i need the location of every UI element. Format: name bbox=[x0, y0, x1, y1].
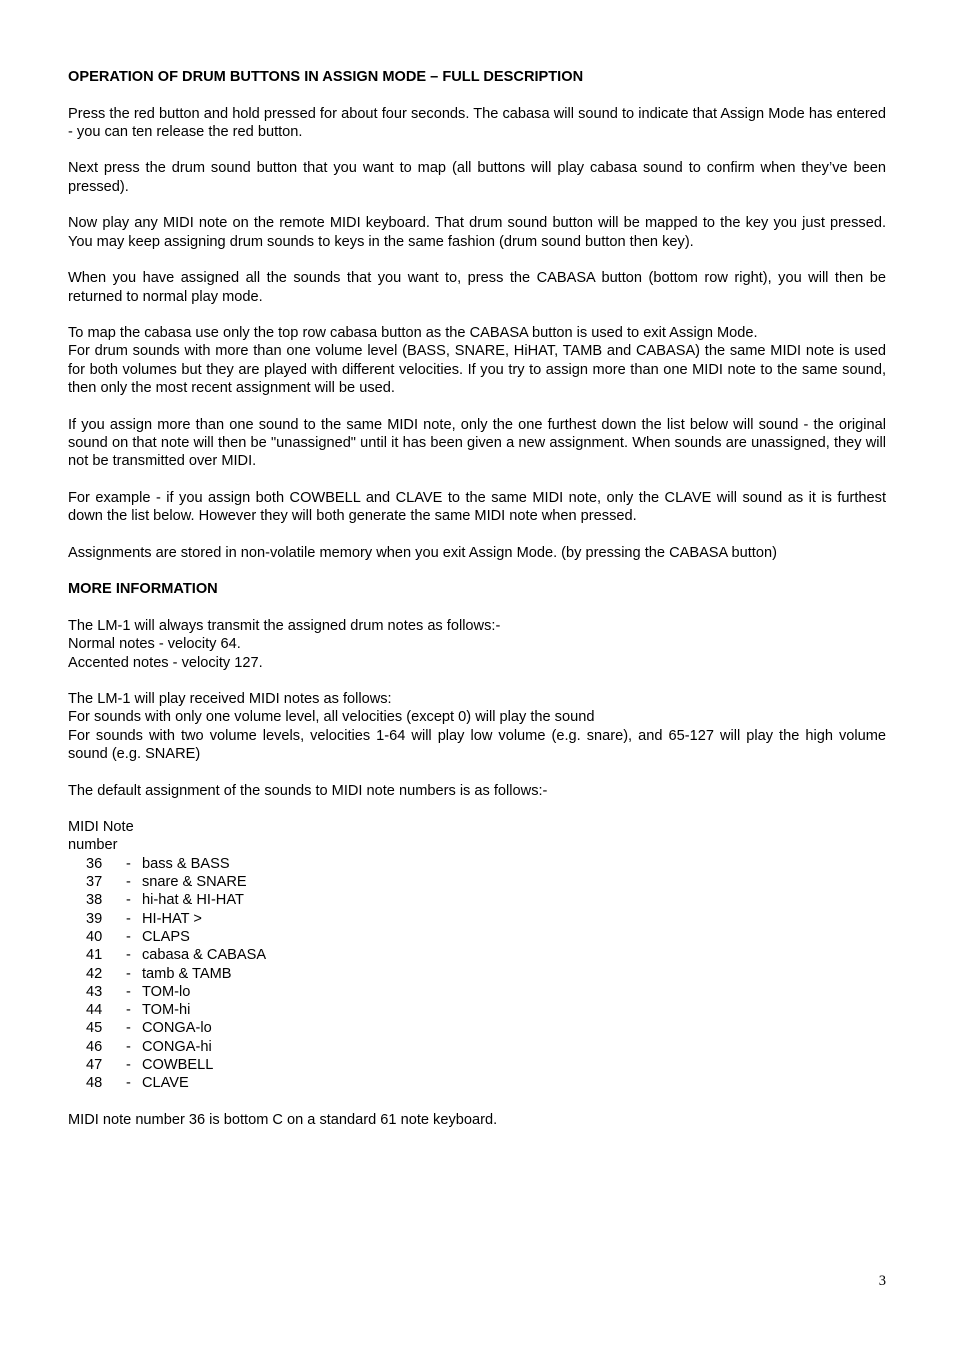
table-row bbox=[68, 1056, 886, 1074]
note-number: 46 bbox=[86, 1038, 103, 1055]
table-row bbox=[68, 1001, 886, 1019]
paragraph-return-to-play: When you have assigned all the sounds that you want to, press the CABASA button (bottom row right), you will then be returned to normal play mode. bbox=[68, 270, 886, 305]
table-row bbox=[68, 891, 886, 909]
note-number: 43 bbox=[86, 983, 103, 1000]
separator-dash: - bbox=[126, 947, 131, 964]
sound-name: HI-HAT > bbox=[142, 910, 202, 927]
text-line: For drum sounds with more than one volume level (BASS, SNARE, HiHAT, TAMB and CABASA) the same MIDI note is used for both volumes but they are played with different velocities. If you try to assign more than one MIDI note to the same sound, then only the most recent assignment will be used. bbox=[68, 343, 886, 397]
separator-dash: - bbox=[126, 1020, 131, 1037]
separator-dash: - bbox=[126, 983, 131, 1000]
text-line: The LM-1 will play received MIDI notes as follows: bbox=[68, 691, 392, 708]
separator-dash: - bbox=[126, 910, 131, 927]
separator-dash: - bbox=[126, 928, 131, 945]
table-row bbox=[68, 965, 886, 983]
table-row bbox=[68, 928, 886, 946]
text-line: To map the cabasa use only the top row cabasa button as the CABASA button is used to exit Assign Mode. bbox=[68, 325, 758, 342]
note-number: 38 bbox=[86, 892, 103, 909]
note-number: 36 bbox=[86, 855, 103, 872]
paragraph-press-red-button: Press the red button and hold pressed for about four seconds. The cabasa will sound to indicate that Assign Mode has entered - you can ten release the red button. bbox=[68, 105, 886, 140]
separator-dash: - bbox=[126, 1038, 131, 1055]
note-number: 47 bbox=[86, 1057, 103, 1074]
sound-name: CLAPS bbox=[142, 928, 190, 945]
paragraph-default-assignment: The default assignment of the sounds to MIDI note numbers is as follows:- bbox=[68, 782, 548, 799]
table-header bbox=[68, 836, 886, 854]
table-row bbox=[68, 983, 886, 1001]
sound-name: TOM-lo bbox=[142, 983, 191, 1000]
paragraph-press-drum-button: Next press the drum sound button that you want to map (all buttons will play cabasa sound to confirm when they’ve been pressed). bbox=[68, 160, 886, 195]
table-row bbox=[68, 1019, 886, 1037]
text-line: For sounds with two volume levels, velocities 1-64 will play low volume (e.g. snare), and 65-127 will play the high volume sound (e.g. SNARE) bbox=[68, 727, 886, 762]
table-row bbox=[68, 855, 886, 873]
sound-name: CLAVE bbox=[142, 1075, 189, 1092]
page-number: 3 bbox=[878, 1273, 886, 1289]
note-number: 48 bbox=[86, 1075, 103, 1092]
paragraph-map-cabasa bbox=[68, 324, 886, 397]
table-header-label: MIDI Note bbox=[68, 819, 134, 836]
note-number: 41 bbox=[86, 947, 103, 964]
note-number: 39 bbox=[86, 910, 103, 927]
paragraph-play-midi-note: Now play any MIDI note on the remote MIDI keyboard. That drum sound button will be mapped to the key you just pressed. You may keep assigning drum sounds to keys in the same fashion (drum sound button then key). bbox=[68, 215, 886, 250]
separator-dash: - bbox=[126, 965, 131, 982]
paragraph-keyboard-note: MIDI note number 36 is bottom C on a standard 61 note keyboard. bbox=[68, 1111, 498, 1128]
paragraph-storage: Assignments are stored in non-volatile memory when you exit Assign Mode. (by pressing the CABASA button) bbox=[68, 544, 777, 561]
paragraph-receive bbox=[68, 690, 886, 763]
table-row bbox=[68, 946, 886, 964]
sound-name: CONGA-lo bbox=[142, 1020, 212, 1037]
separator-dash: - bbox=[126, 892, 131, 909]
table-row bbox=[68, 873, 886, 891]
text-line: Normal notes - velocity 64. bbox=[68, 636, 241, 653]
sound-name: COWBELL bbox=[142, 1057, 214, 1074]
separator-dash: - bbox=[126, 1002, 131, 1019]
sound-name: snare & SNARE bbox=[142, 874, 247, 891]
sound-name: hi-hat & HI-HAT bbox=[142, 892, 244, 909]
text-line: The LM-1 will always transmit the assigned drum notes as follows:- bbox=[68, 617, 501, 634]
sound-name: cabasa & CABASA bbox=[142, 947, 267, 964]
separator-dash: - bbox=[126, 874, 131, 891]
note-number: 45 bbox=[86, 1020, 103, 1037]
sound-name: bass & BASS bbox=[142, 855, 230, 872]
paragraph-assign-same-note: If you assign more than one sound to the same MIDI note, only the one furthest down the list below will sound - the original sound on that note will then be "unassigned" until it has been given a new assignment. When sounds are unassigned, they will not be transmitted over MIDI. bbox=[68, 416, 886, 470]
section-heading-assign-mode: OPERATION OF DRUM BUTTONS IN ASSIGN MODE – FULL DESCRIPTION bbox=[68, 69, 584, 85]
paragraph-example: For example - if you assign both COWBELL and CLAVE to the same MIDI note, only the CLAVE will sound as it is furthest down the list below. However they will both generate the same MIDI note when pressed. bbox=[68, 489, 886, 525]
note-number: 44 bbox=[86, 1002, 103, 1019]
table-header-label: number bbox=[68, 837, 118, 854]
note-number: 37 bbox=[86, 874, 103, 891]
note-number: 42 bbox=[86, 965, 103, 982]
separator-dash: - bbox=[126, 855, 131, 872]
sound-name: CONGA-hi bbox=[142, 1038, 212, 1055]
sound-name: TOM-hi bbox=[142, 1002, 191, 1019]
document-page bbox=[68, 68, 886, 1148]
midi-note-table bbox=[68, 818, 886, 1092]
note-number: 40 bbox=[86, 928, 103, 945]
separator-dash: - bbox=[126, 1057, 131, 1074]
table-header bbox=[68, 818, 886, 836]
section-heading-more-info: MORE INFORMATION bbox=[68, 581, 218, 598]
table-row bbox=[68, 1074, 886, 1092]
table-row bbox=[68, 910, 886, 928]
sound-name: tamb & TAMB bbox=[142, 965, 232, 982]
paragraph-transmit bbox=[68, 617, 886, 672]
table-body bbox=[68, 855, 886, 1093]
separator-dash: - bbox=[126, 1075, 131, 1092]
table-row bbox=[68, 1038, 886, 1056]
text-line: Accented notes - velocity 127. bbox=[68, 654, 263, 671]
text-line: For sounds with only one volume level, all velocities (except 0) will play the sound bbox=[68, 709, 595, 726]
